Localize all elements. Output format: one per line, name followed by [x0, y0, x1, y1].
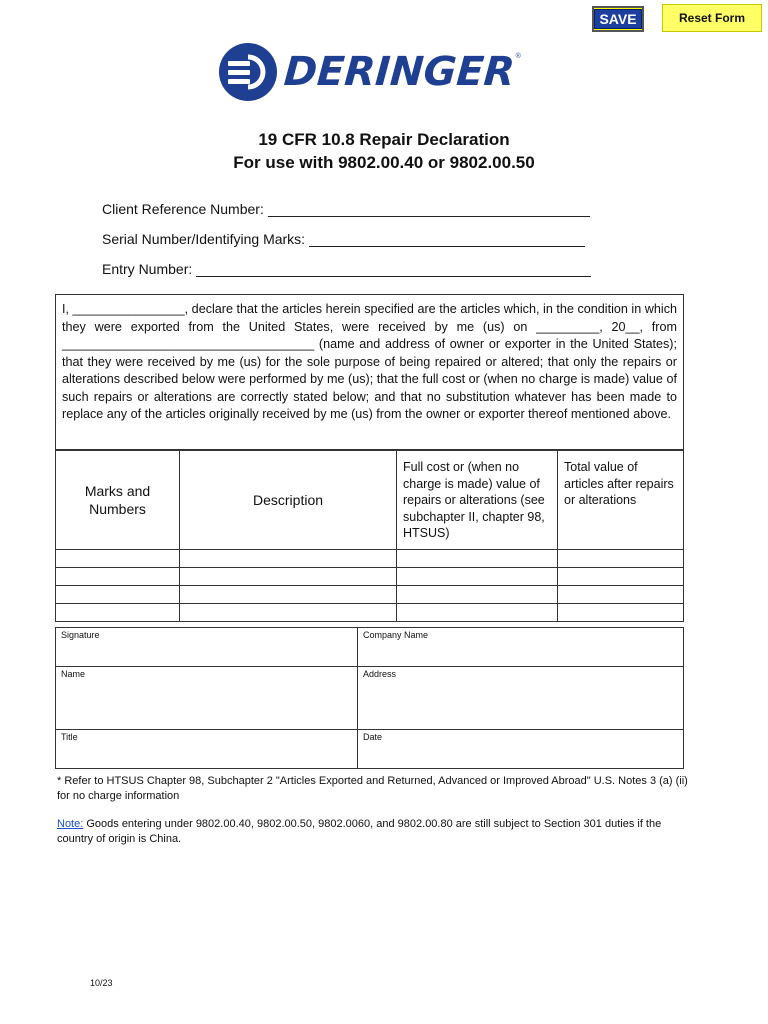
note [57, 817, 697, 847]
title-field[interactable] [56, 730, 358, 769]
total-value-cell[interactable] [558, 550, 684, 568]
address-label: Address [363, 669, 397, 679]
total-value-cell[interactable] [558, 568, 684, 586]
logo-text: DERINGER [282, 49, 517, 95]
name-field[interactable] [56, 667, 358, 730]
marks-header-line1: Marks and [84, 483, 151, 499]
table-row [56, 568, 684, 586]
save-button-label: SAVE [594, 9, 641, 29]
address-field[interactable] [358, 667, 684, 730]
full-cost-header: Full cost or (when no charge is made) value of repairs or alterations (see subchapter II, chapter 98, HTSUS) [397, 451, 558, 550]
full-cost-cell[interactable] [397, 568, 558, 586]
entry-number-input[interactable] [196, 262, 591, 277]
full-cost-cell[interactable] [397, 604, 558, 622]
total-value-cell[interactable] [558, 586, 684, 604]
entry-number-label: Entry Number: [102, 261, 193, 277]
save-button[interactable] [592, 6, 644, 32]
serial-number-input[interactable] [309, 232, 585, 247]
marks-header-line2: Numbers [89, 501, 146, 517]
serial-number-label: Serial Number/Identifying Marks: [102, 231, 306, 247]
deringer-logo-icon [218, 42, 278, 102]
items-header-row [56, 451, 684, 550]
marks-cell[interactable] [56, 550, 180, 568]
table-row [56, 586, 684, 604]
deringer-logo [218, 42, 521, 102]
name-label: Name [61, 669, 86, 679]
description-cell[interactable] [180, 586, 397, 604]
note-text: Goods entering under 9802.00.40, 9802.00.50, 9802.0060, and 9802.00.80 are still subject to Section 301 duties if the country of origin is China. [57, 818, 662, 845]
client-reference-label: Client Reference Number: [102, 201, 264, 217]
date-label: Date [363, 732, 383, 742]
full-cost-cell[interactable] [397, 586, 558, 604]
items-table [55, 450, 684, 622]
total-value-header: Total value of articles after repairs or alterations [558, 451, 684, 550]
declaration-text: I, ________________, declare that the articles herein specified are the articles which, in the condition in which they were exported from the United States, were received by me (us) on _________, 20__, from ____________________________________ (name and address of owner or exporter in the United States); that they were received by me (us) for the sole purpose of being repaired or altered; that only the repairs or alterations described below were performed by me (us); that the full cost or (when no charge is made) value of such repairs or alterations are correctly stated below; and that no substitution whatever has been made to replace any of the articles originally received by me (us) from the owner or exporter thereof mentioned above. [55, 294, 684, 450]
client-reference-input[interactable] [268, 202, 590, 217]
marks-cell[interactable] [56, 568, 180, 586]
marks-cell[interactable] [56, 586, 180, 604]
form-subtitle: For use with 9802.00.40 or 9802.00.50 [233, 153, 535, 172]
signature-table [55, 627, 684, 769]
description-header: Description [180, 451, 397, 550]
entry-number-field[interactable] [102, 261, 591, 277]
form-title: 19 CFR 10.8 Repair Declaration [258, 130, 510, 149]
signature-label: Signature [61, 630, 100, 640]
date-field[interactable] [358, 730, 684, 769]
table-row [56, 604, 684, 622]
title-label: Title [61, 732, 78, 742]
table-row [56, 550, 684, 568]
client-reference-field[interactable] [102, 201, 590, 217]
marks-numbers-header [56, 451, 180, 550]
revision-date: 10/23 [90, 978, 113, 988]
serial-number-field[interactable] [102, 231, 585, 247]
footnote: * Refer to HTSUS Chapter 98, Subchapter 2 "Articles Exported and Returned, Advanced or Improved Abroad" U.S. Notes 3 (a) (ii) for no charge information [57, 775, 688, 802]
signature-field[interactable] [56, 628, 358, 667]
note-link[interactable]: Note: [57, 818, 84, 830]
total-value-cell[interactable] [558, 604, 684, 622]
reset-form-button[interactable]: Reset Form [662, 4, 762, 32]
description-cell[interactable] [180, 604, 397, 622]
company-name-field[interactable] [358, 628, 684, 667]
registered-mark: ® [515, 52, 521, 60]
company-name-label: Company Name [363, 630, 429, 640]
description-cell[interactable] [180, 568, 397, 586]
full-cost-cell[interactable] [397, 550, 558, 568]
description-cell[interactable] [180, 550, 397, 568]
marks-cell[interactable] [56, 604, 180, 622]
